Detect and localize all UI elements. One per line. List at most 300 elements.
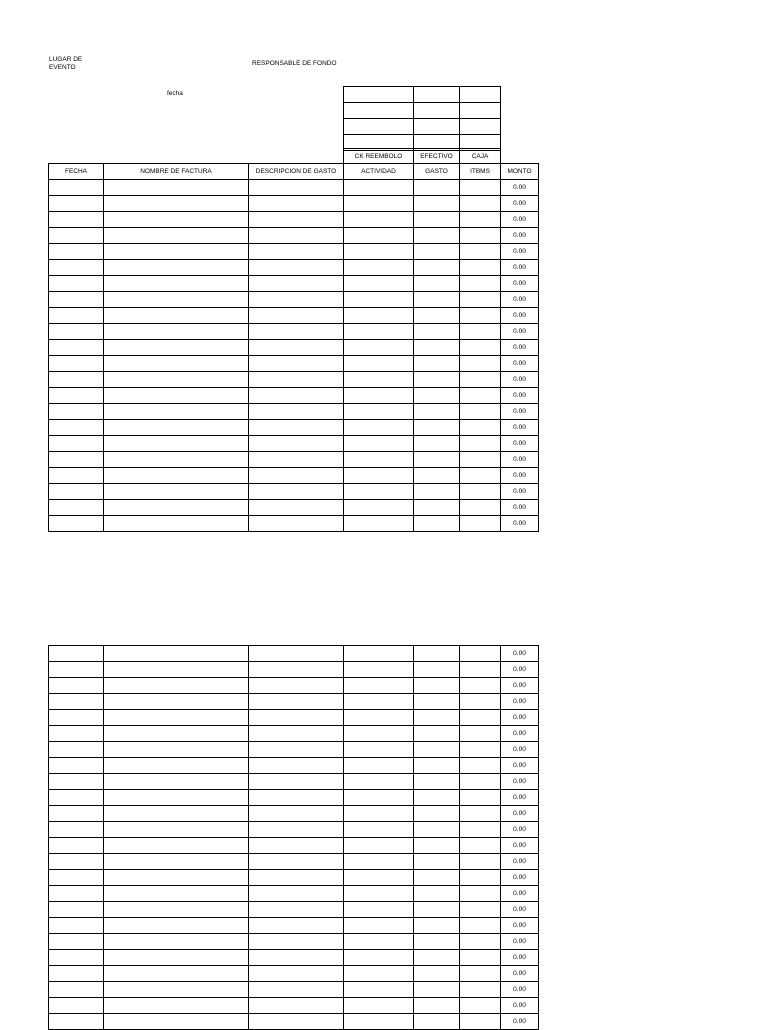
descripcion-cell[interactable] xyxy=(249,196,344,212)
actividad-cell[interactable] xyxy=(344,662,414,678)
fecha-cell[interactable] xyxy=(49,468,104,484)
nombre-factura-cell[interactable] xyxy=(104,678,249,694)
fecha-cell[interactable] xyxy=(49,276,104,292)
gasto-cell[interactable] xyxy=(414,212,460,228)
nombre-factura-cell[interactable] xyxy=(104,902,249,918)
itbms-cell[interactable] xyxy=(460,484,501,500)
table-row xyxy=(49,694,539,710)
descripcion-cell[interactable] xyxy=(249,662,344,678)
actividad-cell[interactable] xyxy=(344,276,414,292)
descripcion-cell[interactable] xyxy=(249,388,344,404)
actividad-cell[interactable] xyxy=(344,356,414,372)
fecha-cell[interactable] xyxy=(49,694,104,710)
gasto-cell[interactable] xyxy=(414,244,460,260)
descripcion-cell[interactable] xyxy=(249,244,344,260)
fecha-cell[interactable] xyxy=(49,822,104,838)
itbms-cell[interactable] xyxy=(460,468,501,484)
itbms-cell[interactable] xyxy=(460,372,501,388)
fecha-cell[interactable] xyxy=(49,260,104,276)
fecha-cell[interactable] xyxy=(49,950,104,966)
itbms-cell[interactable] xyxy=(460,902,501,918)
nombre-factura-cell[interactable] xyxy=(104,726,249,742)
nombre-factura-cell[interactable] xyxy=(104,966,249,982)
itbms-cell[interactable] xyxy=(460,196,501,212)
nombre-factura-cell[interactable] xyxy=(104,694,249,710)
descripcion-cell[interactable] xyxy=(249,774,344,790)
descripcion-cell[interactable] xyxy=(249,180,344,196)
itbms-cell[interactable] xyxy=(460,260,501,276)
gasto-cell[interactable] xyxy=(414,372,460,388)
descripcion-cell[interactable] xyxy=(249,356,344,372)
gasto-cell[interactable] xyxy=(414,886,460,902)
actividad-cell[interactable] xyxy=(344,468,414,484)
actividad-cell[interactable] xyxy=(344,886,414,902)
descripcion-cell[interactable] xyxy=(249,228,344,244)
nombre-factura-cell[interactable] xyxy=(104,292,249,308)
gasto-cell[interactable] xyxy=(414,998,460,1014)
fecha-cell[interactable] xyxy=(49,1014,104,1030)
gasto-cell[interactable] xyxy=(414,484,460,500)
itbms-cell[interactable] xyxy=(460,790,501,806)
descripcion-cell[interactable] xyxy=(249,372,344,388)
actividad-cell[interactable] xyxy=(344,950,414,966)
descripcion-cell[interactable] xyxy=(249,212,344,228)
gasto-cell[interactable] xyxy=(414,452,460,468)
gasto-cell[interactable] xyxy=(414,420,460,436)
gasto-cell[interactable] xyxy=(414,966,460,982)
fecha-cell[interactable] xyxy=(49,886,104,902)
itbms-cell[interactable] xyxy=(460,292,501,308)
itbms-cell[interactable] xyxy=(460,662,501,678)
gasto-cell[interactable] xyxy=(414,758,460,774)
actividad-cell[interactable] xyxy=(344,196,414,212)
actividad-cell[interactable] xyxy=(344,324,414,340)
descripcion-cell[interactable] xyxy=(249,468,344,484)
nombre-factura-cell[interactable] xyxy=(104,950,249,966)
actividad-cell[interactable] xyxy=(344,372,414,388)
itbms-cell[interactable] xyxy=(460,420,501,436)
nombre-factura-cell[interactable] xyxy=(104,468,249,484)
actividad-cell[interactable] xyxy=(344,212,414,228)
descripcion-cell[interactable] xyxy=(249,276,344,292)
actividad-cell[interactable] xyxy=(344,934,414,950)
actividad-cell[interactable] xyxy=(344,388,414,404)
descripcion-cell[interactable] xyxy=(249,870,344,886)
actividad-cell[interactable] xyxy=(344,292,414,308)
gasto-cell[interactable] xyxy=(414,356,460,372)
fecha-cell[interactable] xyxy=(49,340,104,356)
descripcion-cell[interactable] xyxy=(249,500,344,516)
summary-cell[interactable] xyxy=(460,87,501,103)
gasto-cell[interactable] xyxy=(414,292,460,308)
fecha-cell[interactable] xyxy=(49,870,104,886)
actividad-cell[interactable] xyxy=(344,260,414,276)
actividad-cell[interactable] xyxy=(344,1014,414,1030)
fecha-cell[interactable] xyxy=(49,420,104,436)
fecha-cell[interactable] xyxy=(49,180,104,196)
nombre-factura-cell[interactable] xyxy=(104,212,249,228)
fecha-cell[interactable] xyxy=(49,854,104,870)
descripcion-cell[interactable] xyxy=(249,806,344,822)
fecha-cell[interactable] xyxy=(49,726,104,742)
nombre-factura-cell[interactable] xyxy=(104,244,249,260)
itbms-cell[interactable] xyxy=(460,678,501,694)
nombre-factura-cell[interactable] xyxy=(104,998,249,1014)
actividad-cell[interactable] xyxy=(344,726,414,742)
fecha-cell[interactable] xyxy=(49,966,104,982)
gasto-cell[interactable] xyxy=(414,822,460,838)
nombre-factura-cell[interactable] xyxy=(104,1014,249,1030)
descripcion-cell[interactable] xyxy=(249,324,344,340)
nombre-factura-cell[interactable] xyxy=(104,196,249,212)
fecha-cell[interactable] xyxy=(49,356,104,372)
fecha-cell[interactable] xyxy=(49,308,104,324)
fecha-cell[interactable] xyxy=(49,662,104,678)
gasto-cell[interactable] xyxy=(414,870,460,886)
gasto-cell[interactable] xyxy=(414,500,460,516)
actividad-cell[interactable] xyxy=(344,902,414,918)
nombre-factura-cell[interactable] xyxy=(104,870,249,886)
fecha-cell[interactable] xyxy=(49,228,104,244)
gasto-cell[interactable] xyxy=(414,228,460,244)
descripcion-cell[interactable] xyxy=(249,934,344,950)
descripcion-cell[interactable] xyxy=(249,726,344,742)
gasto-cell[interactable] xyxy=(414,934,460,950)
fecha-cell[interactable] xyxy=(49,516,104,532)
nombre-factura-cell[interactable] xyxy=(104,806,249,822)
gasto-cell[interactable] xyxy=(414,726,460,742)
itbms-cell[interactable] xyxy=(460,1014,501,1030)
nombre-factura-cell[interactable] xyxy=(104,308,249,324)
descripcion-cell[interactable] xyxy=(249,292,344,308)
nombre-factura-cell[interactable] xyxy=(104,356,249,372)
actividad-cell[interactable] xyxy=(344,500,414,516)
nombre-factura-cell[interactable] xyxy=(104,260,249,276)
fecha-cell[interactable] xyxy=(49,934,104,950)
actividad-cell[interactable] xyxy=(344,180,414,196)
summary-cell[interactable] xyxy=(460,119,501,135)
itbms-cell[interactable] xyxy=(460,918,501,934)
fecha-cell[interactable] xyxy=(49,758,104,774)
actividad-cell[interactable] xyxy=(344,806,414,822)
descripcion-cell[interactable] xyxy=(249,742,344,758)
itbms-cell[interactable] xyxy=(460,646,501,662)
gasto-cell[interactable] xyxy=(414,260,460,276)
nombre-factura-cell[interactable] xyxy=(104,388,249,404)
actividad-cell[interactable] xyxy=(344,484,414,500)
fecha-cell[interactable] xyxy=(49,372,104,388)
fecha-cell[interactable] xyxy=(49,388,104,404)
descripcion-cell[interactable] xyxy=(249,516,344,532)
table-row xyxy=(49,998,539,1014)
nombre-factura-cell[interactable] xyxy=(104,516,249,532)
descripcion-cell[interactable] xyxy=(249,340,344,356)
nombre-factura-cell[interactable] xyxy=(104,854,249,870)
actividad-cell[interactable] xyxy=(344,870,414,886)
actividad-cell[interactable] xyxy=(344,244,414,260)
itbms-cell[interactable] xyxy=(460,324,501,340)
itbms-cell[interactable] xyxy=(460,950,501,966)
descripcion-cell[interactable] xyxy=(249,694,344,710)
nombre-factura-cell[interactable] xyxy=(104,228,249,244)
actividad-cell[interactable] xyxy=(344,918,414,934)
itbms-cell[interactable] xyxy=(460,404,501,420)
gasto-cell[interactable] xyxy=(414,950,460,966)
nombre-factura-cell[interactable] xyxy=(104,790,249,806)
gasto-cell[interactable] xyxy=(414,308,460,324)
itbms-cell[interactable] xyxy=(460,276,501,292)
fecha-cell[interactable] xyxy=(49,436,104,452)
fecha-cell[interactable] xyxy=(49,292,104,308)
itbms-cell[interactable] xyxy=(460,982,501,998)
nombre-factura-cell[interactable] xyxy=(104,886,249,902)
summary-cell[interactable] xyxy=(414,103,460,119)
itbms-cell[interactable] xyxy=(460,180,501,196)
itbms-cell[interactable] xyxy=(460,742,501,758)
monto-cell: 0.00 xyxy=(501,484,539,500)
descripcion-cell[interactable] xyxy=(249,420,344,436)
descripcion-cell[interactable] xyxy=(249,854,344,870)
gasto-cell[interactable] xyxy=(414,774,460,790)
actividad-cell[interactable] xyxy=(344,646,414,662)
gasto-cell[interactable] xyxy=(414,180,460,196)
descripcion-cell[interactable] xyxy=(249,646,344,662)
descripcion-cell[interactable] xyxy=(249,758,344,774)
descripcion-cell[interactable] xyxy=(249,886,344,902)
descripcion-cell[interactable] xyxy=(249,260,344,276)
actividad-cell[interactable] xyxy=(344,436,414,452)
gasto-cell[interactable] xyxy=(414,516,460,532)
gasto-cell[interactable] xyxy=(414,838,460,854)
fecha-cell[interactable] xyxy=(49,212,104,228)
summary-cell[interactable] xyxy=(414,87,460,103)
table-row xyxy=(49,886,539,902)
nombre-factura-cell[interactable] xyxy=(104,774,249,790)
gasto-cell[interactable] xyxy=(414,710,460,726)
nombre-factura-cell[interactable] xyxy=(104,500,249,516)
responsable-de-fondo-label: RESPONSABLE DE FONDO xyxy=(252,60,337,67)
table-row xyxy=(49,710,539,726)
fecha-cell[interactable] xyxy=(49,838,104,854)
nombre-factura-cell[interactable] xyxy=(104,372,249,388)
nombre-factura-cell[interactable] xyxy=(104,436,249,452)
gasto-cell[interactable] xyxy=(414,854,460,870)
nombre-factura-cell[interactable] xyxy=(104,324,249,340)
nombre-factura-cell[interactable] xyxy=(104,710,249,726)
descripcion-cell[interactable] xyxy=(249,902,344,918)
gasto-cell[interactable] xyxy=(414,404,460,420)
actividad-cell[interactable] xyxy=(344,404,414,420)
monto-cell: 0.00 xyxy=(501,838,539,854)
itbms-cell[interactable] xyxy=(460,806,501,822)
monto-cell: 0.00 xyxy=(501,308,539,324)
descripcion-cell[interactable] xyxy=(249,1014,344,1030)
descripcion-cell[interactable] xyxy=(249,308,344,324)
actividad-cell[interactable] xyxy=(344,516,414,532)
actividad-cell[interactable] xyxy=(344,854,414,870)
summary-cell[interactable] xyxy=(344,87,414,103)
fecha-cell[interactable] xyxy=(49,484,104,500)
itbms-cell[interactable] xyxy=(460,966,501,982)
actividad-cell[interactable] xyxy=(344,228,414,244)
descripcion-cell[interactable] xyxy=(249,710,344,726)
actividad-cell[interactable] xyxy=(344,694,414,710)
itbms-cell[interactable] xyxy=(460,356,501,372)
nombre-factura-cell[interactable] xyxy=(104,404,249,420)
monto-cell: 0.00 xyxy=(501,758,539,774)
gasto-cell[interactable] xyxy=(414,388,460,404)
gasto-cell[interactable] xyxy=(414,324,460,340)
nombre-factura-cell[interactable] xyxy=(104,918,249,934)
summary-cell[interactable] xyxy=(344,119,414,135)
descripcion-cell[interactable] xyxy=(249,998,344,1014)
gasto-cell[interactable] xyxy=(414,902,460,918)
fecha-cell[interactable] xyxy=(49,982,104,998)
itbms-cell[interactable] xyxy=(460,870,501,886)
nombre-factura-cell[interactable] xyxy=(104,646,249,662)
gasto-cell[interactable] xyxy=(414,790,460,806)
itbms-cell[interactable] xyxy=(460,854,501,870)
itbms-cell[interactable] xyxy=(460,516,501,532)
itbms-cell[interactable] xyxy=(460,452,501,468)
fecha-cell[interactable] xyxy=(49,324,104,340)
gasto-cell[interactable] xyxy=(414,196,460,212)
actividad-cell[interactable] xyxy=(344,822,414,838)
descripcion-cell[interactable] xyxy=(249,838,344,854)
gasto-cell[interactable] xyxy=(414,1014,460,1030)
fecha-cell[interactable] xyxy=(49,196,104,212)
descripcion-cell[interactable] xyxy=(249,950,344,966)
descripcion-cell[interactable] xyxy=(249,918,344,934)
fecha-cell[interactable] xyxy=(49,710,104,726)
itbms-cell[interactable] xyxy=(460,774,501,790)
actividad-cell[interactable] xyxy=(344,678,414,694)
descripcion-cell[interactable] xyxy=(249,790,344,806)
nombre-factura-cell[interactable] xyxy=(104,758,249,774)
actividad-cell[interactable] xyxy=(344,742,414,758)
fecha-cell[interactable] xyxy=(49,500,104,516)
fecha-cell[interactable] xyxy=(49,244,104,260)
descripcion-cell[interactable] xyxy=(249,404,344,420)
summary-cell[interactable] xyxy=(460,103,501,119)
summary-cell[interactable] xyxy=(414,119,460,135)
nombre-factura-cell[interactable] xyxy=(104,822,249,838)
itbms-cell[interactable] xyxy=(460,710,501,726)
fecha-cell[interactable] xyxy=(49,918,104,934)
expense-table-continued xyxy=(48,645,539,1030)
actividad-cell[interactable] xyxy=(344,998,414,1014)
nombre-factura-cell[interactable] xyxy=(104,838,249,854)
table-row xyxy=(49,902,539,918)
itbms-cell[interactable] xyxy=(460,934,501,950)
fecha-cell[interactable] xyxy=(49,998,104,1014)
fecha-cell[interactable] xyxy=(49,404,104,420)
gasto-cell[interactable] xyxy=(414,678,460,694)
actividad-cell[interactable] xyxy=(344,308,414,324)
actividad-cell[interactable] xyxy=(344,966,414,982)
itbms-cell[interactable] xyxy=(460,694,501,710)
itbms-cell[interactable] xyxy=(460,822,501,838)
gasto-cell[interactable] xyxy=(414,918,460,934)
gasto-cell[interactable] xyxy=(414,276,460,292)
actividad-cell[interactable] xyxy=(344,758,414,774)
fecha-cell[interactable] xyxy=(49,790,104,806)
nombre-factura-cell[interactable] xyxy=(104,934,249,950)
gasto-cell[interactable] xyxy=(414,694,460,710)
itbms-cell[interactable] xyxy=(460,726,501,742)
fecha-cell[interactable] xyxy=(49,774,104,790)
nombre-factura-cell[interactable] xyxy=(104,180,249,196)
actividad-cell[interactable] xyxy=(344,838,414,854)
monto-cell: 0.00 xyxy=(501,404,539,420)
table-row xyxy=(49,500,539,516)
descripcion-cell[interactable] xyxy=(249,822,344,838)
summary-cell[interactable] xyxy=(344,103,414,119)
monto-cell: 0.00 xyxy=(501,436,539,452)
actividad-cell[interactable] xyxy=(344,710,414,726)
descripcion-cell[interactable] xyxy=(249,484,344,500)
descripcion-cell[interactable] xyxy=(249,678,344,694)
gasto-cell[interactable] xyxy=(414,468,460,484)
descripcion-cell[interactable] xyxy=(249,966,344,982)
actividad-cell[interactable] xyxy=(344,774,414,790)
nombre-factura-cell[interactable] xyxy=(104,420,249,436)
itbms-cell[interactable] xyxy=(460,388,501,404)
fecha-cell[interactable] xyxy=(49,806,104,822)
descripcion-cell[interactable] xyxy=(249,982,344,998)
fecha-cell[interactable] xyxy=(49,452,104,468)
nombre-factura-cell[interactable] xyxy=(104,340,249,356)
nombre-factura-cell[interactable] xyxy=(104,662,249,678)
fecha-cell[interactable] xyxy=(49,902,104,918)
itbms-cell[interactable] xyxy=(460,308,501,324)
itbms-cell[interactable] xyxy=(460,340,501,356)
actividad-cell[interactable] xyxy=(344,420,414,436)
nombre-factura-cell[interactable] xyxy=(104,982,249,998)
summary-box xyxy=(343,86,501,151)
gasto-cell[interactable] xyxy=(414,340,460,356)
gasto-cell[interactable] xyxy=(414,742,460,758)
itbms-cell[interactable] xyxy=(460,758,501,774)
descripcion-cell[interactable] xyxy=(249,436,344,452)
gasto-cell[interactable] xyxy=(414,806,460,822)
itbms-cell[interactable] xyxy=(460,212,501,228)
actividad-cell[interactable] xyxy=(344,982,414,998)
itbms-cell[interactable] xyxy=(460,228,501,244)
actividad-cell[interactable] xyxy=(344,790,414,806)
fecha-cell[interactable] xyxy=(49,678,104,694)
nombre-factura-cell[interactable] xyxy=(104,452,249,468)
nombre-factura-cell[interactable] xyxy=(104,742,249,758)
itbms-cell[interactable] xyxy=(460,500,501,516)
nombre-factura-cell[interactable] xyxy=(104,276,249,292)
nombre-factura-cell[interactable] xyxy=(104,484,249,500)
descripcion-cell[interactable] xyxy=(249,452,344,468)
fecha-cell[interactable] xyxy=(49,742,104,758)
itbms-cell[interactable] xyxy=(460,886,501,902)
gasto-cell[interactable] xyxy=(414,646,460,662)
gasto-cell[interactable] xyxy=(414,662,460,678)
itbms-cell[interactable] xyxy=(460,436,501,452)
gasto-cell[interactable] xyxy=(414,982,460,998)
actividad-cell[interactable] xyxy=(344,452,414,468)
actividad-cell[interactable] xyxy=(344,340,414,356)
gasto-cell[interactable] xyxy=(414,436,460,452)
fecha-cell[interactable] xyxy=(49,646,104,662)
itbms-cell[interactable] xyxy=(460,838,501,854)
itbms-cell[interactable] xyxy=(460,244,501,260)
itbms-cell[interactable] xyxy=(460,998,501,1014)
